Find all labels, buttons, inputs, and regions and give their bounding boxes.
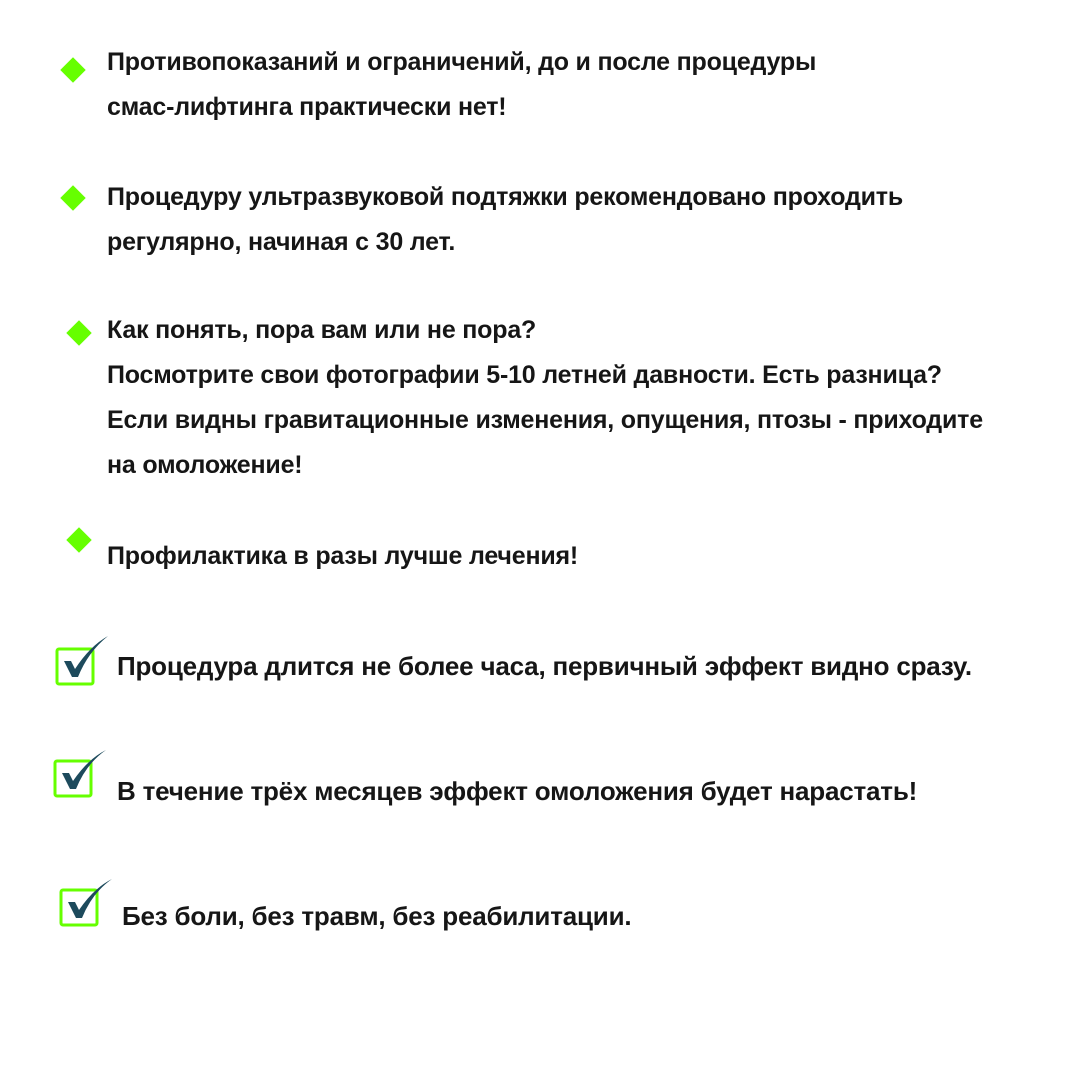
bullet-text [107, 534, 578, 579]
check-text: Без боли, без травм, без реабилитации. [122, 901, 632, 931]
bullet-text [107, 308, 983, 488]
text-line: Противопоказаний и ограничений, до и после процедуры [107, 48, 817, 76]
text-line: Если видны гравитационные изменения, опущения, птозы - приходите [107, 406, 983, 434]
checkbox-checked-icon [54, 632, 110, 688]
text-line: Профилактика в разы лучше лечения! [107, 542, 579, 570]
diamond-icon [60, 57, 85, 82]
check-text: В течение трёх месяцев эффект омоложения будет нарастать! [117, 776, 918, 806]
text-line: Посмотрите свои фотографии 5-10 летней давности. Есть разница? [107, 361, 942, 389]
bullet-text [107, 40, 816, 130]
bullet-text [107, 175, 903, 265]
text-line: Как понять, пора вам или не пора? [107, 316, 537, 344]
text-line: на омоложение! [107, 451, 303, 479]
diamond-icon [66, 527, 91, 552]
diamond-icon [66, 320, 91, 345]
text-line: смас-лифтинга практически нет! [107, 93, 507, 121]
diamond-icon [60, 185, 85, 210]
checkbox-checked-icon [58, 876, 114, 932]
text-line: Процедуру ультразвуковой подтяжки рекомендовано проходить [107, 183, 904, 211]
checkbox-checked-icon [52, 748, 108, 804]
check-text: Процедура длится не более часа, первичный эффект видно сразу. [117, 651, 972, 681]
text-line: регулярно, начиная с 30 лет. [107, 228, 456, 256]
